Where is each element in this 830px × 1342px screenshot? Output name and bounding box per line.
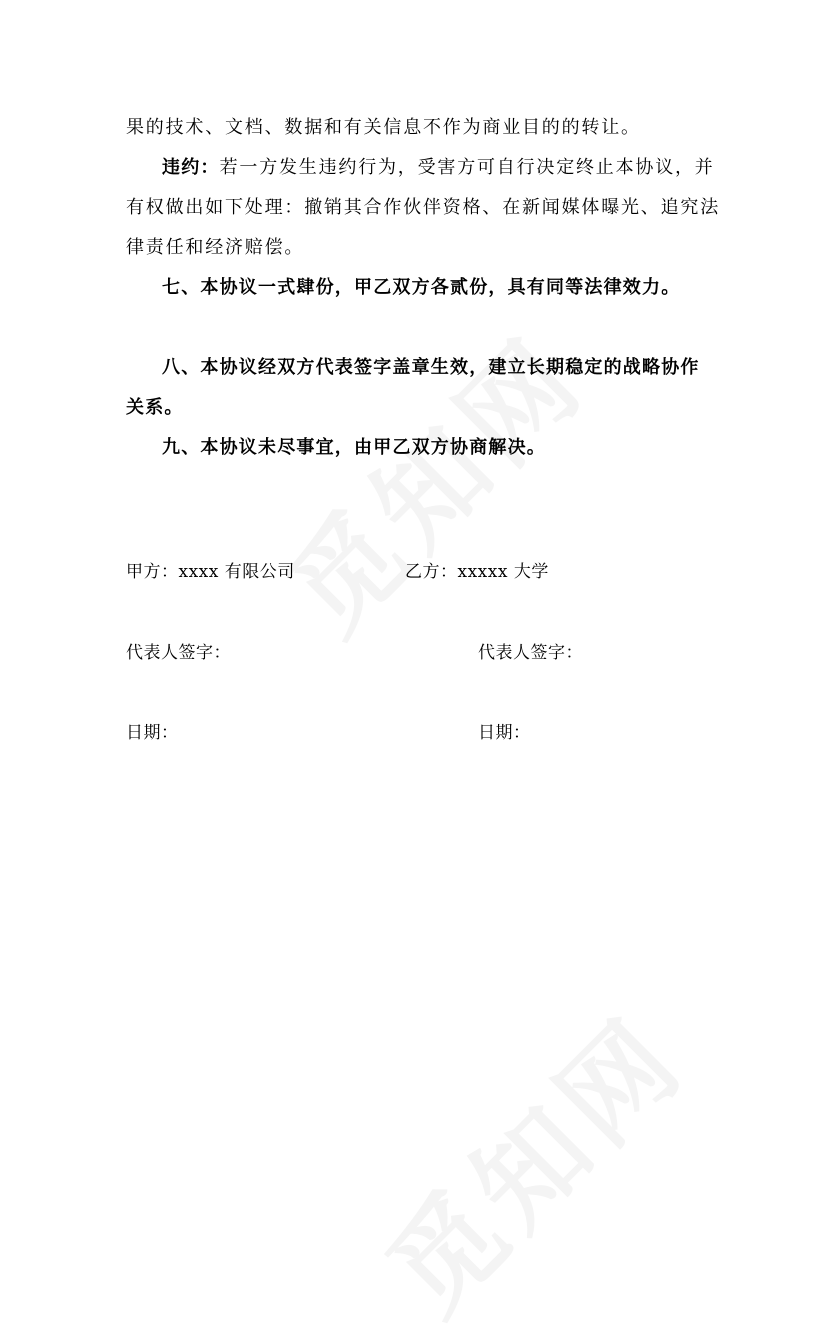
violation-text: 若一方发生违约行为，受害方可自行决定终止本协议，并 — [219, 157, 715, 178]
watermark — [247, 296, 613, 662]
watermark-bottom — [347, 976, 713, 1342]
representative-signature-a: 代表人签字： — [126, 643, 231, 663]
paragraph-line: 律责任和经济赔偿。 — [126, 237, 305, 258]
party-b: 乙方：xxxxx 大学 — [405, 562, 549, 582]
clause-7: 七、本协议一式肆份，甲乙双方各贰份，具有同等法律效力。 — [162, 277, 681, 298]
clause-8: 八、本协议经双方代表签字盖章生效，建立长期稳定的战略协作 — [162, 357, 700, 378]
clause-9: 九、本协议未尽事宜，由甲乙双方协商解决。 — [162, 437, 546, 458]
violation-label: 违约： — [162, 157, 220, 178]
representative-signature-b: 代表人签字： — [478, 643, 583, 663]
violation-paragraph — [162, 156, 715, 180]
date-a: 日期： — [126, 723, 179, 743]
date-b: 日期： — [478, 723, 531, 743]
paragraph-line: 果的技术、文档、数据和有关信息不作为商业目的的转让。 — [126, 117, 641, 138]
clause-8-continued: 关系。 — [126, 397, 184, 418]
paragraph-line: 有权做出如下处理：撤销其合作伙伴资格、在新闻媒体曝光、追究法 — [126, 197, 720, 218]
party-a: 甲方：xxxx 有限公司 — [126, 562, 295, 582]
